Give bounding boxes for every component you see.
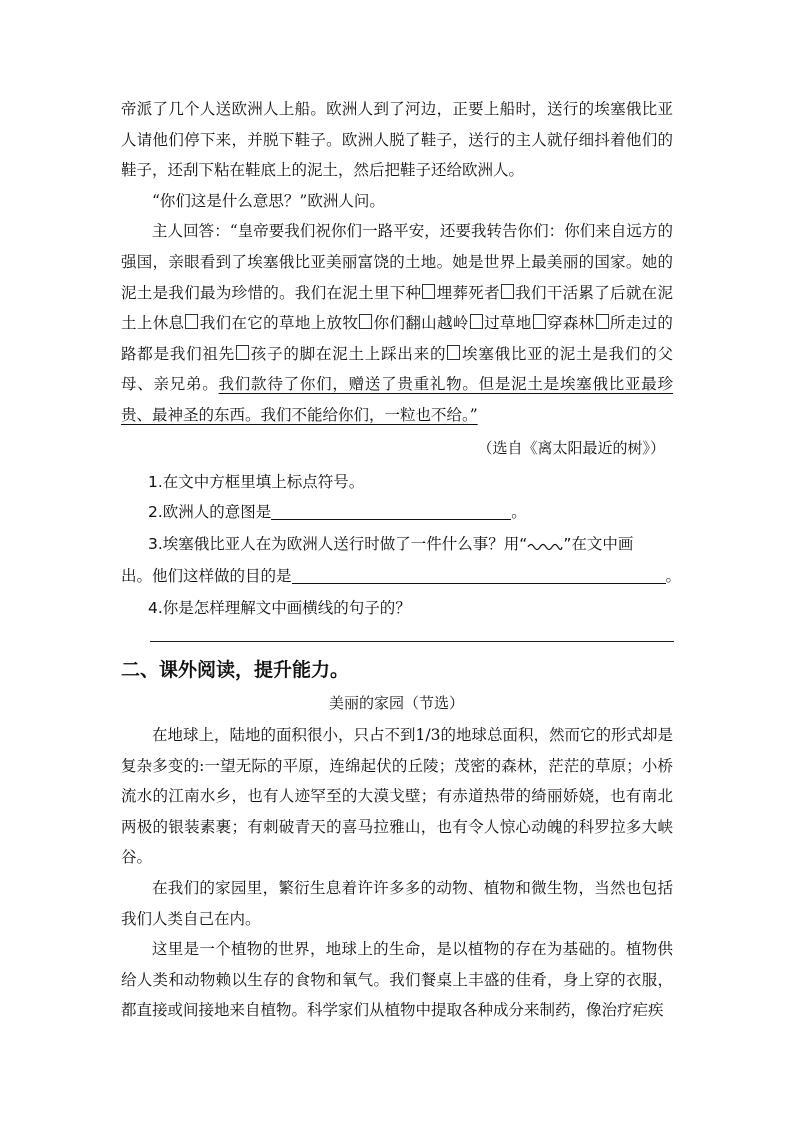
- answer-blank[interactable]: [292, 567, 666, 584]
- passage-paragraph: 这里是一个植物的世界，地球上的生命，是以植物的存在为基础的。植物供给人类和动物赖以生存的食物和氧气。我们餐桌上丰盛的佳肴，身上穿的衣服，都直接或间接地来自植物。科学家们从植物中提取各种成分来制药，像治疗疟疾: [121, 940, 673, 1020]
- punctuation-box[interactable]: [422, 284, 435, 299]
- passage-paragraph: 帝派了几个人送欧洲人上船。欧洲人到了河边，正要上船时，送行的埃塞俄比亚人请他们停下来，并脱下鞋子。欧洲人脱了鞋子，送行的主人就仔细抖着他们的鞋子，还刮下粘在鞋底上的泥土，然后把鞋子还给欧洲人。: [121, 100, 673, 180]
- question-2-text: 2.欧洲人的意图是: [148, 503, 272, 521]
- answer-text: 主人回答：“皇帝要我们祝你们一路平安，还要我转告你们：你们来自远方的强国，亲眼看到了埃塞俄比亚美丽富饶的土地。她是世界上最美丽的国家。她的泥土是我们最为珍惜的。我们在泥土里下种: [121, 222, 673, 302]
- punctuation-box[interactable]: [447, 345, 460, 360]
- question-2-end: 。: [511, 503, 527, 521]
- question-3: [148, 532, 633, 554]
- passage-two: [121, 720, 673, 1026]
- punctuation-box[interactable]: [596, 314, 609, 329]
- answer-text: 埋葬死者: [436, 283, 500, 302]
- passage-dialogue-question: “你们这是什么意思？”欧洲人问。: [152, 191, 385, 210]
- wavy-line-icon: [527, 539, 563, 551]
- passage-one: [121, 94, 673, 431]
- answer-text: 我们干活累了后就在泥土上休息: [121, 283, 673, 333]
- question-2: [148, 500, 527, 522]
- passage-dialogue-answer: [121, 216, 673, 430]
- question-3-text: 3.埃塞俄比亚人在为欧洲人送行时做了一件什么事？用“: [148, 535, 528, 553]
- section-heading: 二、课外阅读，提升能力。: [121, 659, 350, 681]
- answer-text: 过草地: [483, 314, 532, 333]
- answer-text: 你们翻山越岭: [373, 314, 469, 333]
- punctuation-box[interactable]: [359, 314, 372, 329]
- question-3-continued: [121, 564, 681, 586]
- question-1: 1.在文中方框里填上标点符号。: [148, 473, 365, 491]
- question-3-end: 。: [665, 567, 682, 585]
- passage-paragraph: 在地球上，陆地的面积很小，只占不到1/3的地球总面积，然而它的形式却是复杂多变的:一望无际的平原，连绵起伏的丘陵；茂密的森林，茫茫的草原；小桥流水的江南水乡，也有人迹罕至的大漠戈壁；有赤道热带的绮丽娇娆，也有南北两极的银装素裹；有刺破青天的喜马拉雅山，也有令人惊心动魄的科罗拉多大峡谷。: [121, 726, 673, 867]
- question-3-text: ”在文中画: [563, 535, 634, 553]
- passage-paragraph: 在我们的家园里，繁衍生息着许许多多的动物、植物和微生物，当然也包括我们人类自己在内。: [121, 878, 673, 928]
- answer-line[interactable]: [150, 641, 674, 642]
- passage-title: 美丽的家园（节选）: [328, 694, 464, 712]
- answer-text: 穿森林: [546, 314, 595, 333]
- punctuation-box[interactable]: [185, 314, 198, 329]
- answer-blank[interactable]: [271, 503, 511, 520]
- answer-text: 孩子的脚在泥土上踩出来的: [250, 344, 447, 363]
- answer-text: 埃塞俄比亚的泥土是我们的父母、亲兄弟。: [121, 344, 673, 394]
- underlined-sentence: 我们款待了你们，赠送了贵重礼物。但是泥土是埃塞俄比亚最珍贵、最神圣的东西。我们不能给你们，一粒也不给。”: [121, 375, 673, 424]
- punctuation-box[interactable]: [470, 314, 483, 329]
- punctuation-box[interactable]: [533, 314, 546, 329]
- answer-text: 所走过的路都是我们祖先: [121, 314, 673, 363]
- question-3-text: 出。他们这样做的目的是: [121, 567, 292, 585]
- answer-text: 我们在它的草地上放牧: [199, 314, 359, 333]
- punctuation-box[interactable]: [501, 284, 514, 299]
- question-4: 4.你是怎样理解文中画横线的句子的？: [148, 599, 411, 617]
- passage-source: （选自《离太阳最近的树》）: [477, 439, 665, 457]
- punctuation-box[interactable]: [236, 345, 249, 360]
